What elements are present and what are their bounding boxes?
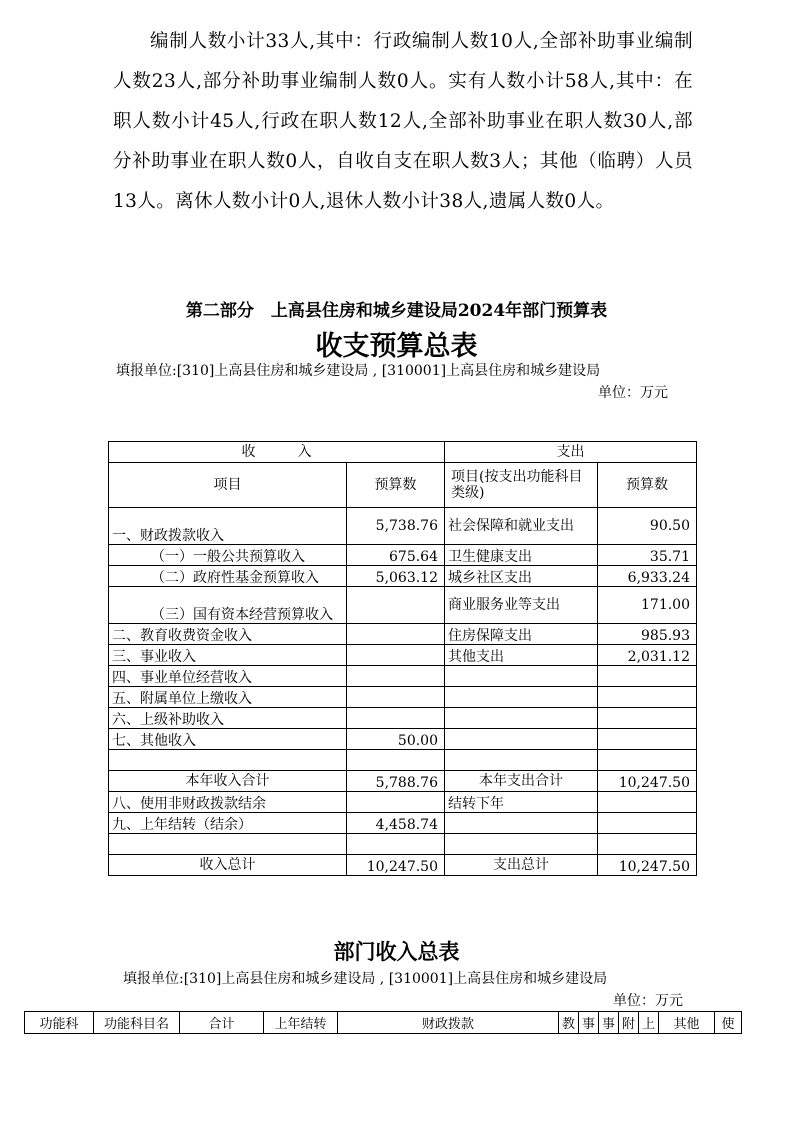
expense-item: 本年支出合计: [445, 771, 598, 792]
col-header: 事: [599, 1012, 619, 1034]
income-amount: 4,458.74: [347, 813, 445, 834]
expense-item: 支出总计: [445, 855, 598, 876]
table-row: [109, 813, 697, 834]
col-header: 上: [639, 1012, 659, 1034]
col-expense-amount-header: 预算数: [598, 463, 697, 508]
income-item: 七、其他收入: [109, 729, 347, 750]
income-amount: 50.00: [347, 729, 445, 750]
income-amount: 5,063.12: [347, 566, 445, 587]
expense-item: 社会保障和就业支出: [445, 508, 598, 545]
income-amount: 5,788.76: [347, 771, 445, 792]
income-amount: [347, 624, 445, 645]
income-amount: [347, 750, 445, 771]
expense-item: 商业服务业等支出: [445, 587, 598, 624]
table-row: [109, 545, 697, 566]
expense-item: [445, 708, 598, 729]
expense-item: 其他支出: [445, 645, 598, 666]
table-row: [109, 792, 697, 813]
col-header: 其他: [659, 1012, 715, 1034]
income-item: 三、事业收入: [109, 645, 347, 666]
expense-amount: [598, 750, 697, 771]
col-header: 财政拨款: [338, 1012, 559, 1034]
income-expense-summary-table: [108, 441, 697, 876]
income-header: 收 入: [109, 442, 445, 463]
income-amount: [347, 687, 445, 708]
expense-amount: [598, 834, 697, 855]
income-amount: 10,247.50: [347, 855, 445, 876]
income-item: 五、附属单位上缴收入: [109, 687, 347, 708]
part-title: 第二部分 上高县住房和城乡建设局2024年部门预算表: [185, 301, 608, 321]
revenue-table-title: 部门收入总表: [333, 940, 460, 964]
income-item: 二、教育收费资金收入: [109, 624, 347, 645]
expense-amount: [598, 729, 697, 750]
expense-amount: 90.50: [598, 508, 697, 545]
col-header: 功能科目名: [94, 1012, 180, 1034]
table-header-row: [109, 442, 697, 463]
col-item-header: 项目: [109, 463, 347, 508]
expense-amount: 171.00: [598, 587, 697, 624]
col-header: 事: [579, 1012, 599, 1034]
col-header: 附: [619, 1012, 639, 1034]
expense-item: [445, 750, 598, 771]
table-row: [109, 855, 697, 876]
expense-item: [445, 687, 598, 708]
col-header: 教: [559, 1012, 579, 1034]
revenue-filler-unit: 填报单位:[310]上高县住房和城乡建设局 , [310001]上高县住房和城乡建设局: [123, 971, 608, 987]
income-item: （三）国有资本经营预算收入: [109, 587, 347, 624]
table-row: [109, 587, 697, 624]
income-amount: 675.64: [347, 545, 445, 566]
expense-amount: [598, 792, 697, 813]
income-amount: [347, 834, 445, 855]
expense-item: 住房保障支出: [445, 624, 598, 645]
table-header-row: [25, 1012, 742, 1034]
table-row: [109, 508, 697, 545]
expense-item: [445, 834, 598, 855]
income-amount: [347, 792, 445, 813]
income-amount: 5,738.76: [347, 508, 445, 545]
expense-amount: [598, 666, 697, 687]
col-header: 功能科: [25, 1012, 94, 1034]
table-row: [109, 729, 697, 750]
col-header: 使: [715, 1012, 742, 1034]
table-row: [109, 687, 697, 708]
expense-amount: [598, 708, 697, 729]
expense-item: 城乡社区支出: [445, 566, 598, 587]
expense-amount: [598, 687, 697, 708]
income-item: [109, 750, 347, 771]
table-row: [109, 771, 697, 792]
income-item: 一、财政拨款收入: [109, 508, 347, 545]
table-row: [109, 566, 697, 587]
income-item: 本年收入合计: [109, 771, 347, 792]
department-revenue-table: [24, 1011, 742, 1034]
col-header: 上年结转: [264, 1012, 338, 1034]
income-amount: [347, 666, 445, 687]
income-amount: [347, 708, 445, 729]
table-row: [109, 750, 697, 771]
table-row: [109, 645, 697, 666]
expense-amount: 35.71: [598, 545, 697, 566]
income-item: （二）政府性基金预算收入: [109, 566, 347, 587]
expense-item: [445, 666, 598, 687]
income-amount: [347, 645, 445, 666]
expense-item: [445, 729, 598, 750]
income-amount: [347, 587, 445, 624]
expense-amount: 2,031.12: [598, 645, 697, 666]
table-subheader-row: [109, 463, 697, 508]
staffing-paragraph: 编制人数小计33人,其中：行政编制人数10人,全部补助事业编制人数23人,部分补助事业编制人数0人。实有人数小计58人,其中：在职人数小计45人,行政在职人数12人,全部补助事业在职人数30人,部分补助事业在职人数0人，自收自支在职人数3人；其他（临聘）人员13人。离休人数小计0人,退休人数小计38人,遗属人数0人。: [113, 31, 693, 212]
table-row: [109, 708, 697, 729]
col-header: 合计: [180, 1012, 264, 1034]
expense-amount: [598, 813, 697, 834]
table-row: [109, 666, 697, 687]
income-item: 收入总计: [109, 855, 347, 876]
expense-amount: 10,247.50: [598, 771, 697, 792]
income-item: （一）一般公共预算收入: [109, 545, 347, 566]
table-row: [109, 834, 697, 855]
table-row: [109, 624, 697, 645]
staffing-paragraph-block: [113, 22, 693, 222]
col-expense-item-header: 项目(按支出功能科目类级): [445, 463, 598, 508]
income-item: 四、事业单位经营收入: [109, 666, 347, 687]
expense-amount: 10,247.50: [598, 855, 697, 876]
income-item: 九、上年结转（结余）: [109, 813, 347, 834]
expense-header: 支出: [445, 442, 697, 463]
expense-item: 卫生健康支出: [445, 545, 598, 566]
expense-amount: 6,933.24: [598, 566, 697, 587]
expense-item: 结转下年: [445, 792, 598, 813]
income-item: [109, 834, 347, 855]
summary-filler-unit: 填报单位:[310]上高县住房和城乡建设局 , [310001]上高县住房和城乡建设局: [116, 363, 601, 379]
summary-unit: 单位：万元: [598, 385, 668, 401]
income-item: 八、使用非财政拨款结余: [109, 792, 347, 813]
revenue-unit: 单位：万元: [613, 993, 683, 1009]
expense-amount: 985.93: [598, 624, 697, 645]
col-amount-header: 预算数: [347, 463, 445, 508]
income-item: 六、上级补助收入: [109, 708, 347, 729]
expense-item: [445, 813, 598, 834]
summary-table-title: 收支预算总表: [315, 331, 478, 362]
